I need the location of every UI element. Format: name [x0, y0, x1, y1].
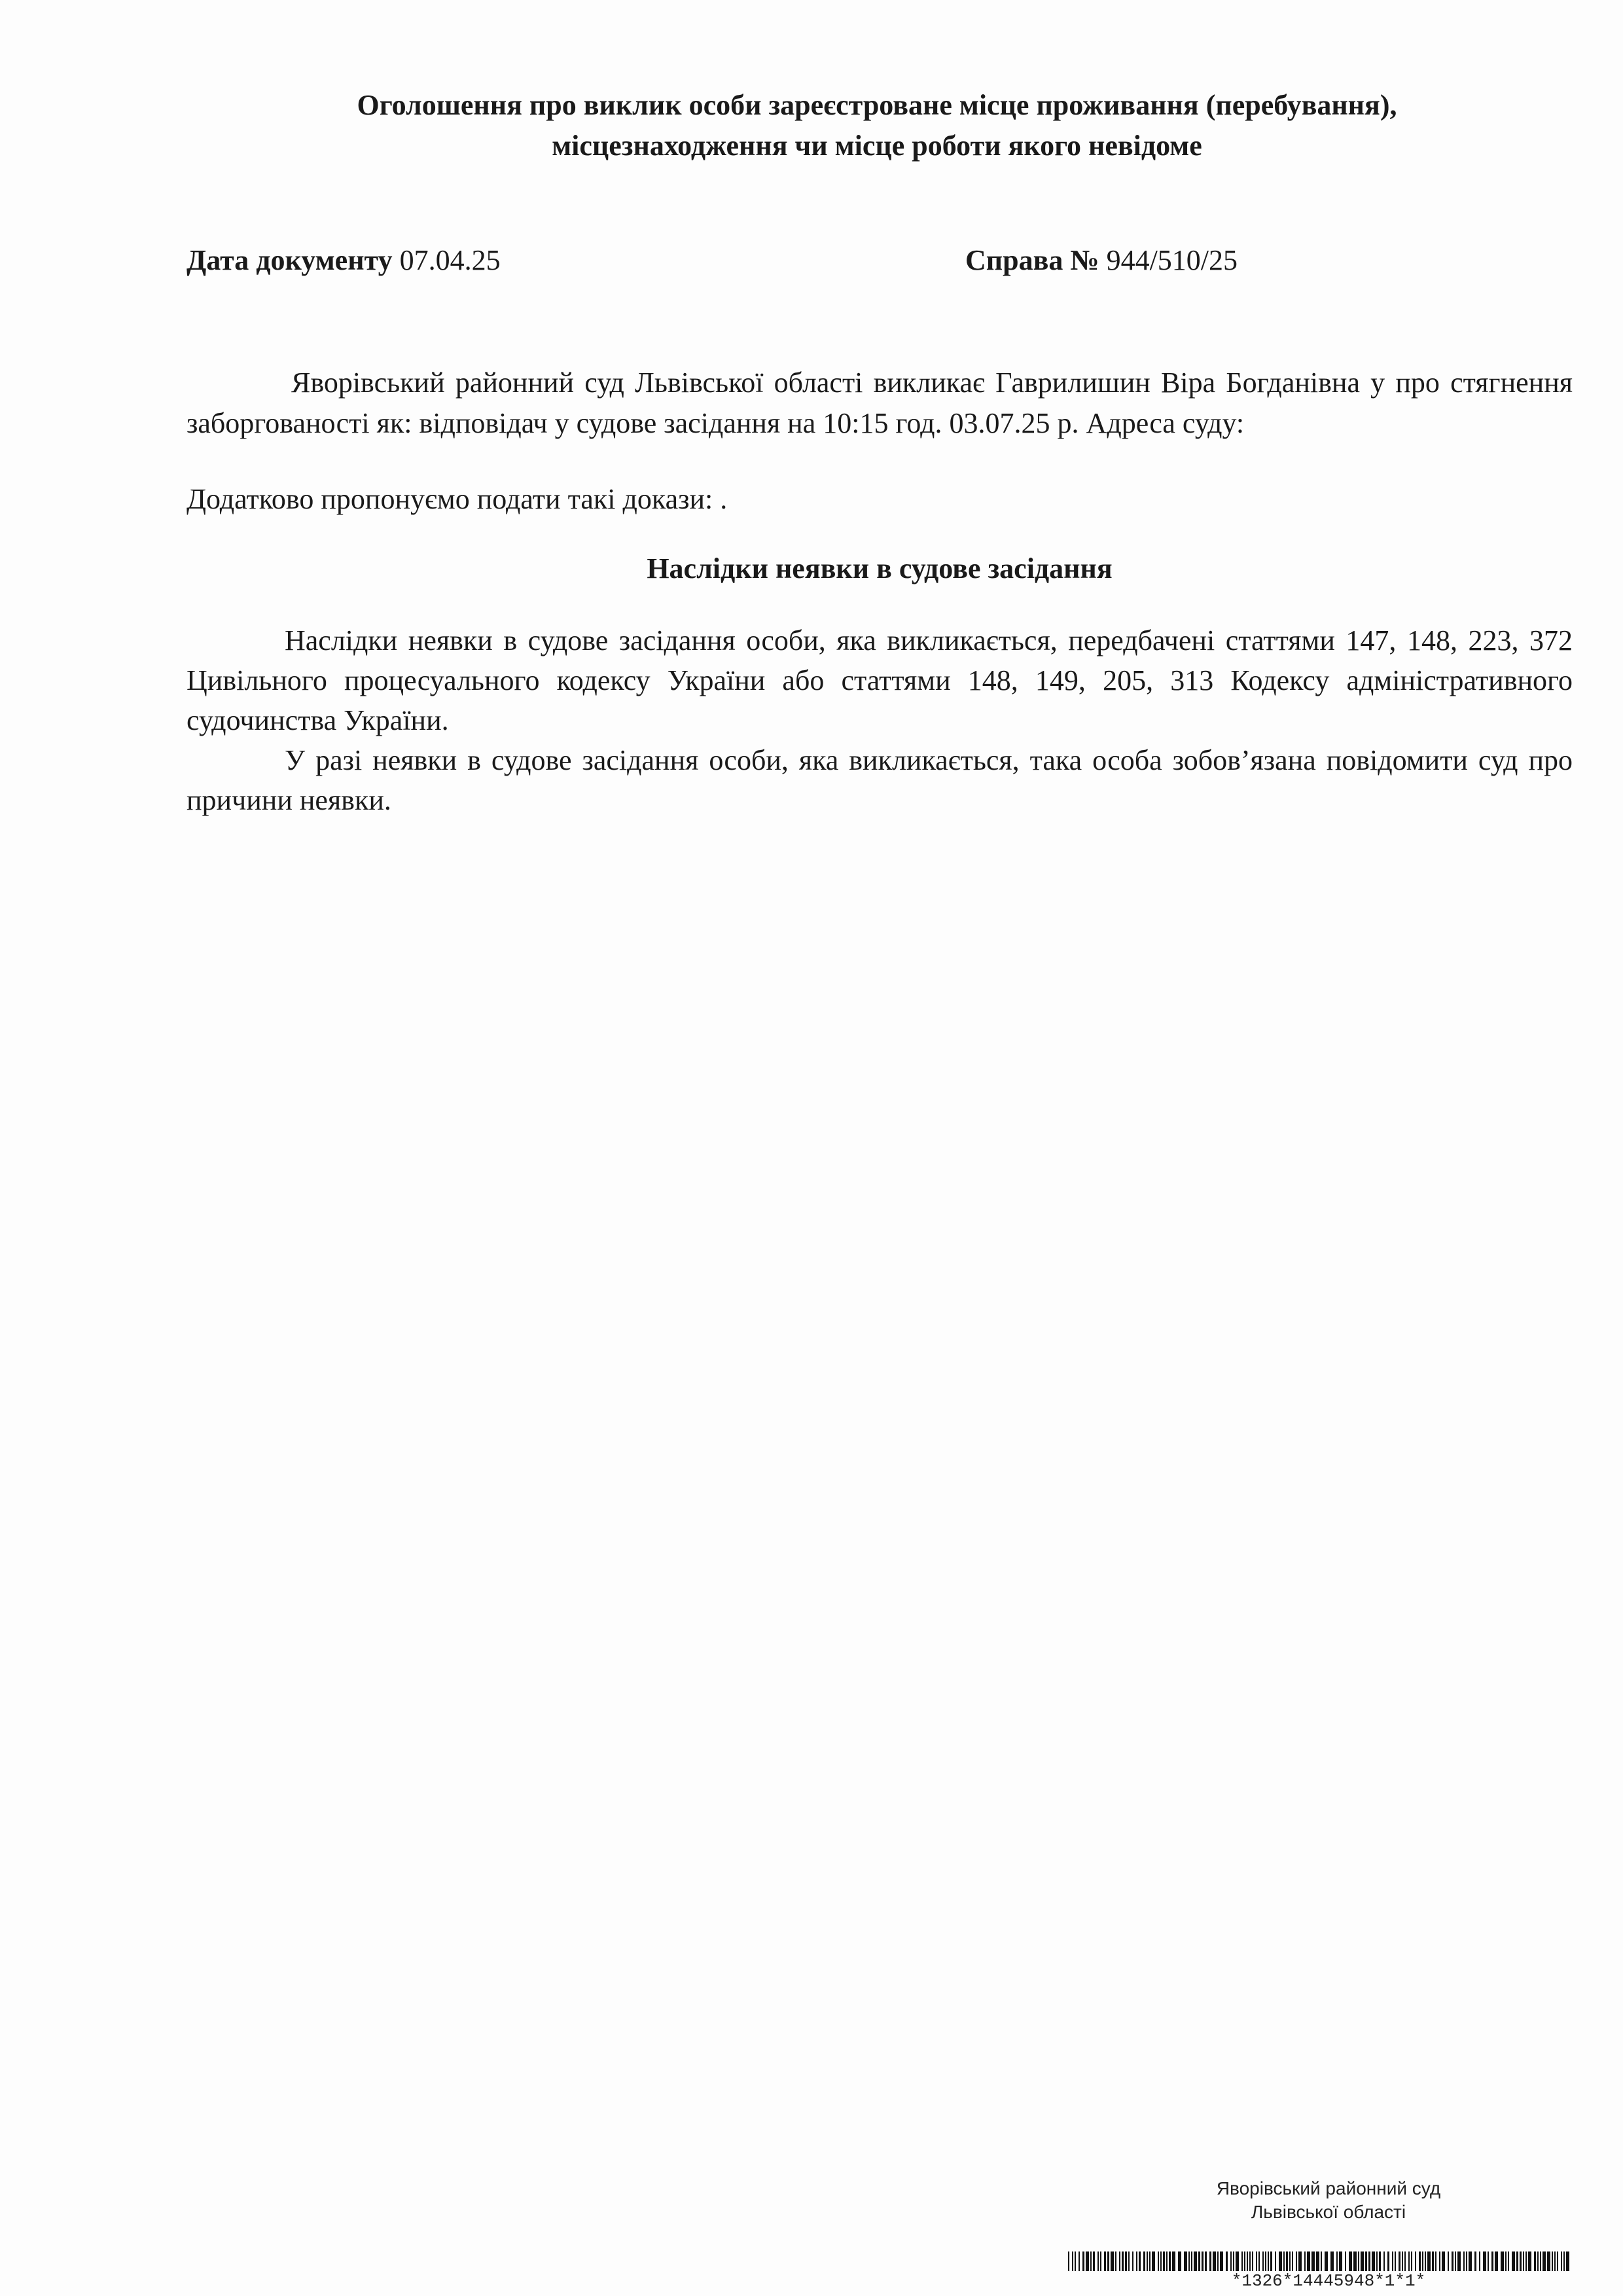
court-name-line-2: Львівської області — [1251, 2202, 1406, 2222]
case-number — [965, 243, 1238, 277]
document-title — [183, 85, 1571, 166]
summons-paragraph: Яворівський районний суд Львівської області викликає Гаврилишин Віра Богданівна у про стягнення заборгованості як: відповідач у судове засідання на 10:15 год. 03.07.25 р. Адреса суду: — [187, 367, 1573, 439]
case-label: Справа № — [965, 244, 1099, 276]
barcode-number: *1326*14445948*1*1* — [1231, 2271, 1426, 2291]
court-stamp — [1073, 2177, 1584, 2224]
title-line-2: місцезнаходження чи місце роботи якого невідоме — [552, 130, 1202, 162]
consequences-heading: Наслідки неявки в судове засідання — [647, 552, 1113, 584]
court-name-line-1: Яворівський районний суд — [1216, 2178, 1441, 2198]
document-date — [187, 243, 501, 277]
date-value: 07.04.25 — [399, 244, 501, 276]
consequences-paragraph-1: Наслідки неявки в судове засідання особи, яка викликається, передбачені статтями 147, 148, 223, 372 Цивільного процесуального кодексу України або статтями 148, 149, 205, 313 Кодексу адміністративного судочинства України. — [187, 624, 1573, 736]
title-line-1: Оголошення про виклик особи зареєстроване місце проживання (перебування), — [357, 89, 1397, 121]
case-value: 944/510/25 — [1106, 244, 1238, 276]
barcode-image — [1068, 2251, 1572, 2271]
consequences-paragraph-2: У разі неявки в судове засідання особи, яка викликається, така особа зобов’язана повідомити суд про причини неявки. — [187, 744, 1573, 816]
date-label: Дата документу — [187, 244, 393, 276]
consequences-body — [187, 620, 1573, 820]
evidence-paragraph: Додатково пропонуємо подати такі докази: . — [187, 483, 728, 515]
